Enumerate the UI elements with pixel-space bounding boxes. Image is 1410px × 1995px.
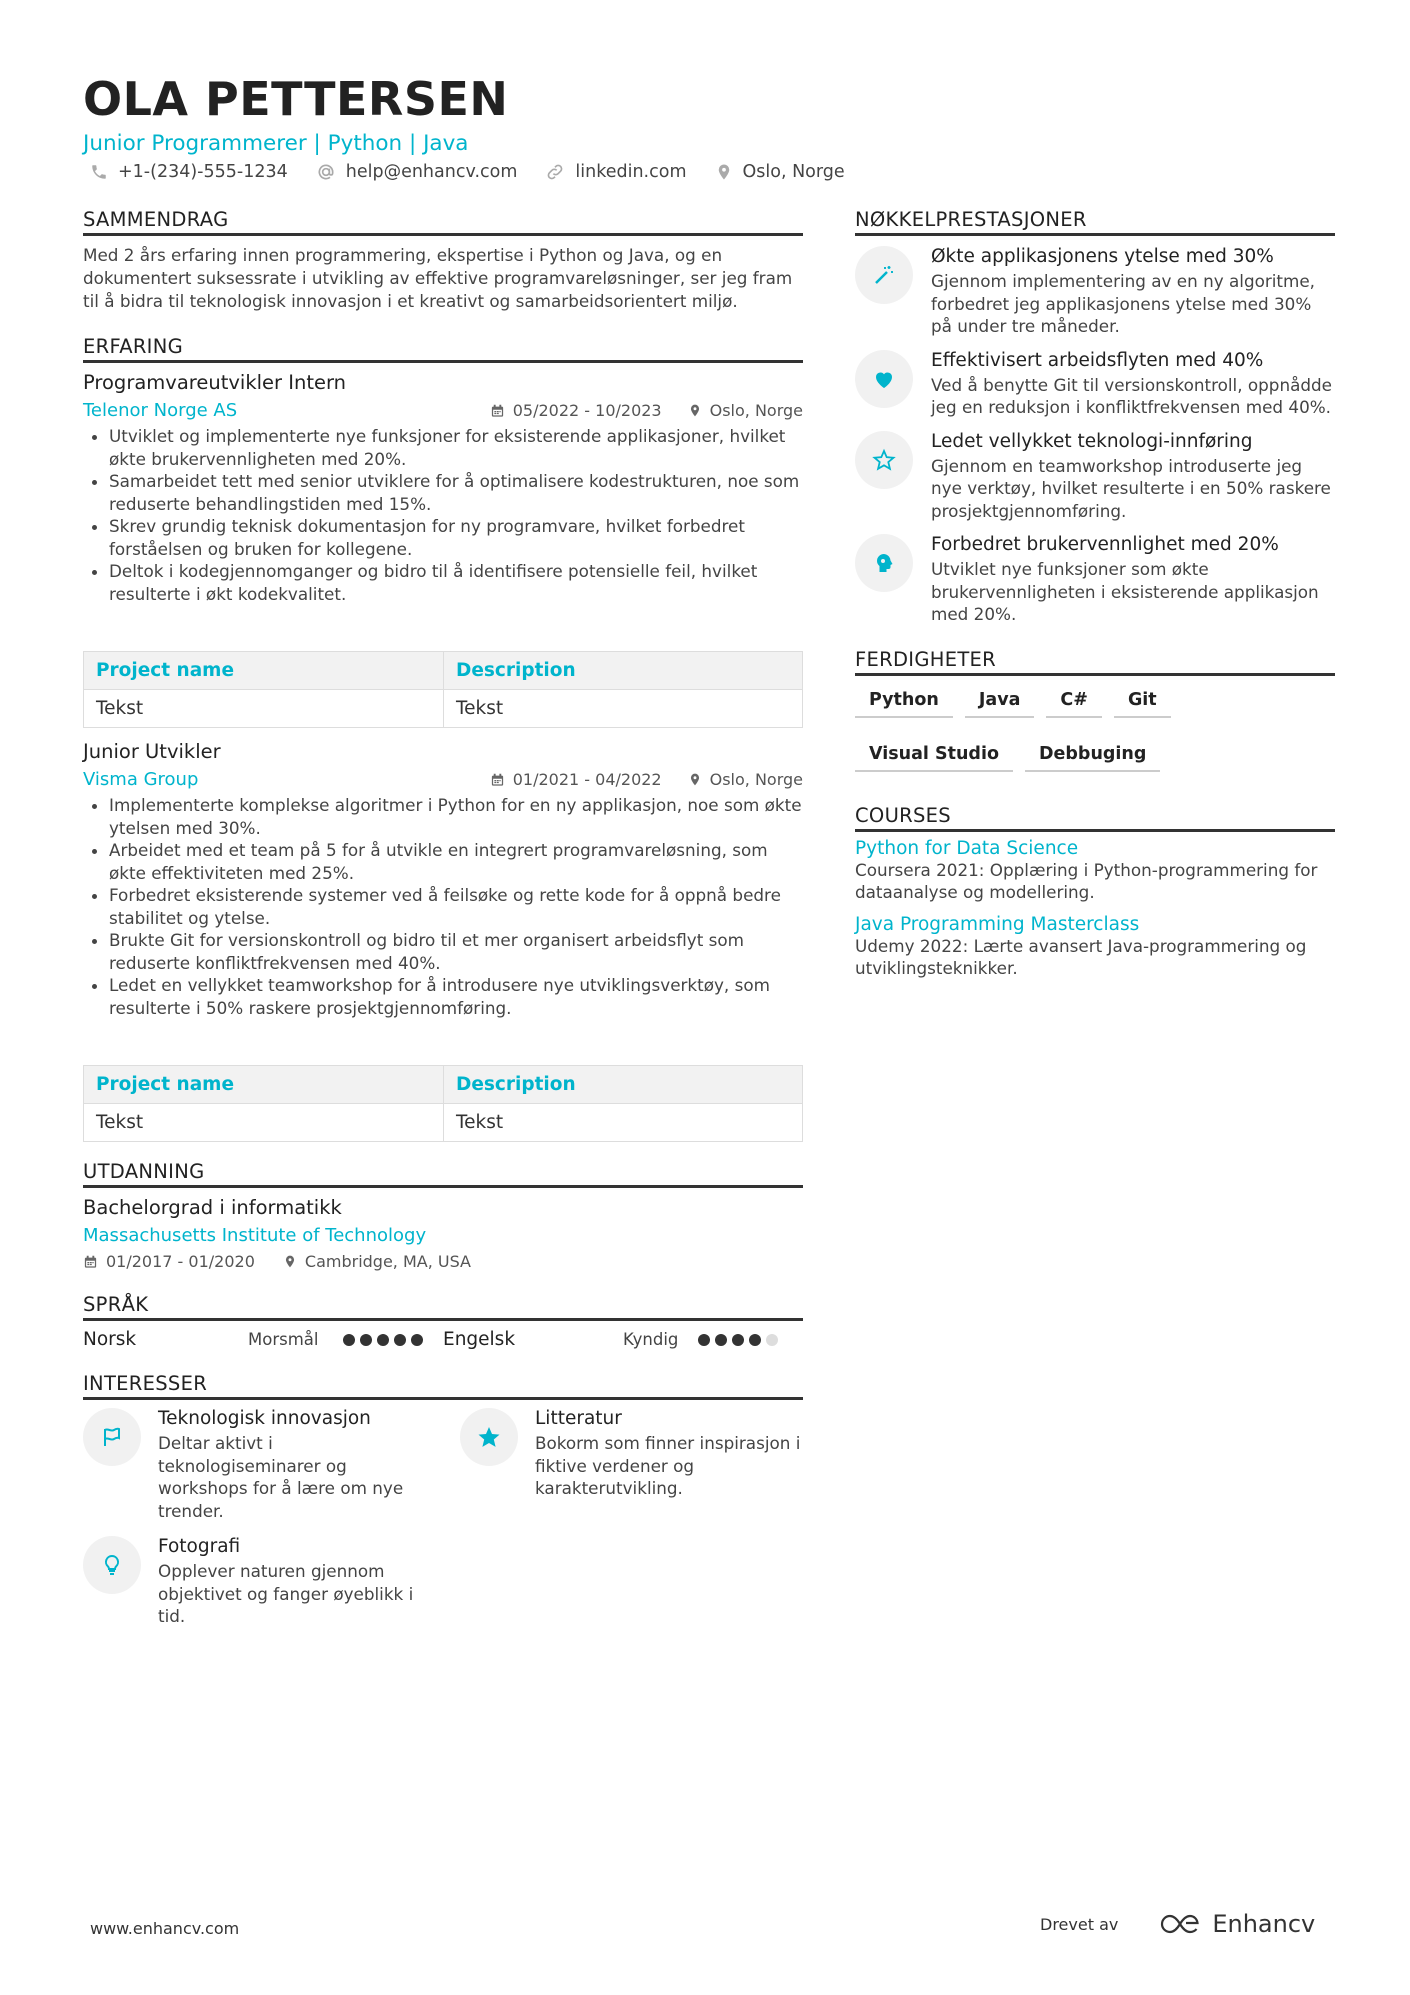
education-location xyxy=(283,1252,471,1271)
project-name-header: Project name xyxy=(84,652,444,690)
job-title: Programvareutvikler Intern xyxy=(83,371,347,394)
achievement-item xyxy=(855,246,1335,338)
left-column xyxy=(83,208,803,1664)
phone-text: +1-(234)-555-1234 xyxy=(118,162,288,182)
summary-heading: SAMMENDRAG xyxy=(83,208,803,236)
bullet-item: • Deltok i kodegjennomganger og bidro til å identifisere potensielle feil, hvilket resulterte i økt kodekvalitet. xyxy=(109,560,803,605)
language-name: Engelsk xyxy=(443,1329,516,1350)
education-section xyxy=(83,1160,803,1271)
project-name-header: Project name xyxy=(84,1066,444,1104)
interest-item xyxy=(83,1408,460,1522)
interest-item xyxy=(83,1536,460,1628)
interest-desc: Opplever naturen gjennom objektivet og fanger øyeblikk i tid. xyxy=(158,1561,414,1626)
bullet-item: • Implementerte komplekse algoritmer i Python for en ny applikasjon, noe som økte ytelsen med 30%. xyxy=(109,794,803,839)
achievement-desc: Gjennom implementering av en ny algoritme, forbedret jeg applikasjonens ytelse med 30% på under tre måneder. xyxy=(931,271,1316,336)
job-dates xyxy=(490,770,662,789)
achievement-desc: Gjennom en teamworkshop introduserte jeg nye verktøy, hvilket resulterte i en 50% raskere prosjektgjennomføring. xyxy=(931,455,1331,521)
job-dates xyxy=(490,401,662,420)
experience-heading: ERFARING xyxy=(83,335,803,363)
contact-linkedin[interactable] xyxy=(545,162,686,182)
education-location-text: Cambridge, MA, USA xyxy=(304,1252,471,1271)
language-item xyxy=(83,1329,443,1350)
experience-entry xyxy=(83,371,803,728)
star-icon xyxy=(477,1425,501,1449)
education-dates-text: 01/2017 - 01/2020 xyxy=(106,1252,255,1271)
phone-icon xyxy=(90,163,108,181)
summary-text: Med 2 års erfaring innen programmering, ekspertise i Python og Java, og en dokumentert suksessrate i utvikling av effektive programvareløsninger, ser jeg fram til å bidra til teknologisk innovasjon i et kreativt og samarbeidsorientert miljø. xyxy=(83,245,793,311)
course-title: Python for Data Science xyxy=(855,837,1079,859)
interests-heading: INTERESSER xyxy=(83,1372,803,1400)
skill-tag: C# xyxy=(1046,686,1102,718)
bullet-item: • Forbedret eksisterende systemer ved å feilsøke og rette kode for å oppnå bedre stabilitet og ytelse. xyxy=(109,884,803,929)
project-table xyxy=(83,1065,803,1142)
achievement-desc: Ved å benytte Git til versionskontroll, oppnådde jeg en reduksjon i konfliktfrekvensen med 40%. xyxy=(931,374,1333,417)
bullet-item: • Utviklet og implementerte nye funksjoner for eksisterende applikasjoner, hvilket økte brukervennligheten med 20%. xyxy=(109,425,803,470)
link-icon xyxy=(545,162,565,182)
location-pin-icon xyxy=(283,1253,297,1270)
languages-section xyxy=(83,1293,803,1350)
footer-branding xyxy=(1040,1910,1315,1938)
interest-desc: Deltar aktivt i teknologiseminarer og workshops for å lære om nye trender. xyxy=(158,1433,404,1521)
skill-tag: Debbuging xyxy=(1025,740,1160,772)
project-name-cell: Tekst xyxy=(84,1104,444,1142)
job-dates-text: 05/2022 - 10/2023 xyxy=(512,401,662,420)
language-level: Morsmål xyxy=(248,1330,319,1349)
rating-dot xyxy=(394,1334,406,1346)
rating-dot xyxy=(411,1334,423,1346)
calendar-icon xyxy=(490,772,505,788)
experience-entry xyxy=(83,740,803,1142)
heart-icon xyxy=(872,367,896,391)
education-heading: UTDANNING xyxy=(83,1160,803,1188)
bullet-item: • Skrev grundig teknisk dokumentasjon for ny programvare, hvilket forbedret forståelsen og bruken for kollegene. xyxy=(109,515,803,560)
interest-title: Fotografi xyxy=(158,1536,241,1557)
location-text: Oslo, Norge xyxy=(742,162,845,182)
candidate-subtitle: Junior Programmerer | Python | Java xyxy=(83,131,469,156)
degree: Bachelorgrad i informatikk xyxy=(83,1196,342,1219)
interests-section xyxy=(83,1372,803,1642)
brand-name: Enhancv xyxy=(1212,1910,1316,1938)
language-rating xyxy=(343,1334,428,1346)
contact-bar xyxy=(90,162,873,182)
experience-section xyxy=(83,335,803,1142)
calendar-icon xyxy=(490,403,505,419)
enhancv-logo-icon xyxy=(1158,1911,1206,1937)
achievement-title: Ledet vellykket teknologi-innføring xyxy=(931,430,1253,452)
rating-dot xyxy=(343,1334,355,1346)
rating-dot xyxy=(377,1334,389,1346)
location-pin-icon xyxy=(688,402,702,419)
project-name-cell: Tekst xyxy=(84,690,444,728)
description-cell: Tekst xyxy=(444,690,803,728)
company-name: Telenor Norge AS xyxy=(83,400,238,421)
language-rating xyxy=(698,1334,783,1346)
skill-tag: Python xyxy=(855,686,953,718)
location-pin-icon xyxy=(688,771,702,788)
skill-tag: Visual Studio xyxy=(855,740,1013,772)
right-column xyxy=(855,208,1335,1002)
linkedin-text: linkedin.com xyxy=(575,162,687,182)
education-dates xyxy=(83,1252,255,1271)
achievement-title: Effektivisert arbeidsflyten med 40% xyxy=(931,349,1264,371)
job-location xyxy=(688,401,803,420)
achievement-title: Forbedret brukervennlighet med 20% xyxy=(931,534,1279,555)
bullet-item: • Ledet en vellykket teamworkshop for å introdusere nye utviklingsverktøy, som resulterte i 50% raskere prosjektgjennomføring. xyxy=(109,974,803,1019)
job-location-text: Oslo, Norge xyxy=(709,401,803,420)
candidate-name: OLA PETTERSEN xyxy=(83,72,509,126)
company-name: Visma Group xyxy=(83,769,199,790)
interest-desc: Bokorm som finner inspirasjon i fiktive verdener og karakterutvikling. xyxy=(535,1433,801,1498)
languages-heading: SPRÅK xyxy=(83,1293,803,1321)
at-icon xyxy=(316,162,336,182)
skills-section xyxy=(855,648,1335,794)
rating-dot xyxy=(732,1334,744,1346)
contact-location xyxy=(715,162,845,182)
job-bullets xyxy=(109,425,803,605)
job-dates-text: 01/2021 - 04/2022 xyxy=(512,770,662,789)
achievement-item xyxy=(855,350,1335,419)
courses-heading: COURSES xyxy=(855,804,1335,832)
course-title: Java Programming Masterclass xyxy=(855,913,1140,935)
contact-email[interactable] xyxy=(316,162,518,182)
course-desc: Coursera 2021: Opplæring i Python-programmering for dataanalyse og modellering. xyxy=(855,859,1318,902)
skill-tag: Git xyxy=(1114,686,1171,718)
school-name: Massachusetts Institute of Technology xyxy=(83,1225,427,1246)
magic-wand-icon xyxy=(872,263,896,287)
job-bullets xyxy=(109,794,803,1019)
interest-title: Litteratur xyxy=(535,1408,622,1429)
description-header: Description xyxy=(444,1066,803,1104)
powered-by-label: Drevet av xyxy=(1040,1914,1119,1934)
brand-logo[interactable] xyxy=(1158,1910,1315,1938)
achievement-desc: Utviklet nye funksjoner som økte brukervennligheten i eksisterende applikasjon med 20%. xyxy=(931,559,1319,624)
bullet-item: • Arbeidet med et team på 5 for å utvikle en integrert programvareløsning, som økte effektiviteten med 25%. xyxy=(109,839,803,884)
brain-icon xyxy=(872,551,896,575)
job-location-text: Oslo, Norge xyxy=(709,770,803,789)
language-item xyxy=(443,1329,803,1350)
courses-section xyxy=(855,804,1335,980)
contact-phone xyxy=(90,162,288,182)
course-desc: Udemy 2022: Lærte avansert Java-programmering og utviklingsteknikker. xyxy=(855,935,1307,978)
rating-dot xyxy=(749,1334,761,1346)
rating-dot xyxy=(715,1334,727,1346)
rating-dot xyxy=(360,1334,372,1346)
bullet-item: • Brukte Git for versionskontroll og bidro til et mer organisert arbeidsflyt som reduserte konfliktfrekvensen med 40%. xyxy=(109,929,803,974)
star-outline-icon xyxy=(872,448,896,472)
email-text: help@enhancv.com xyxy=(345,162,518,182)
summary-section xyxy=(83,208,803,313)
achievement-item xyxy=(855,534,1335,626)
flag-icon xyxy=(100,1425,124,1449)
achievement-item xyxy=(855,431,1335,523)
job-title: Junior Utvikler xyxy=(83,740,221,763)
job-location xyxy=(688,770,803,789)
achievements-section xyxy=(855,208,1335,626)
language-name: Norsk xyxy=(83,1329,137,1350)
footer-website[interactable]: www.enhancv.com xyxy=(90,1919,240,1938)
achievements-heading: NØKKELPRESTASJONER xyxy=(855,208,1335,236)
rating-dot xyxy=(698,1334,710,1346)
language-level: Kyndig xyxy=(623,1330,679,1349)
rating-dot xyxy=(766,1334,778,1346)
calendar-icon xyxy=(83,1254,98,1270)
skill-tag: Java xyxy=(965,686,1035,718)
project-table xyxy=(83,651,803,728)
interest-item xyxy=(460,1408,803,1522)
interest-title: Teknologisk innovasjon xyxy=(158,1408,371,1429)
description-header: Description xyxy=(444,652,803,690)
description-cell: Tekst xyxy=(444,1104,803,1142)
skills-heading: FERDIGHETER xyxy=(855,648,1335,676)
achievement-title: Økte applikasjonens ytelse med 30% xyxy=(931,246,1274,267)
lightbulb-icon xyxy=(100,1553,124,1577)
location-pin-icon xyxy=(715,162,733,182)
bullet-item: • Samarbeidet tett med senior utviklere for å optimalisere kodestrukturen, noe som reduserte behandlingstiden med 15%. xyxy=(109,470,803,515)
